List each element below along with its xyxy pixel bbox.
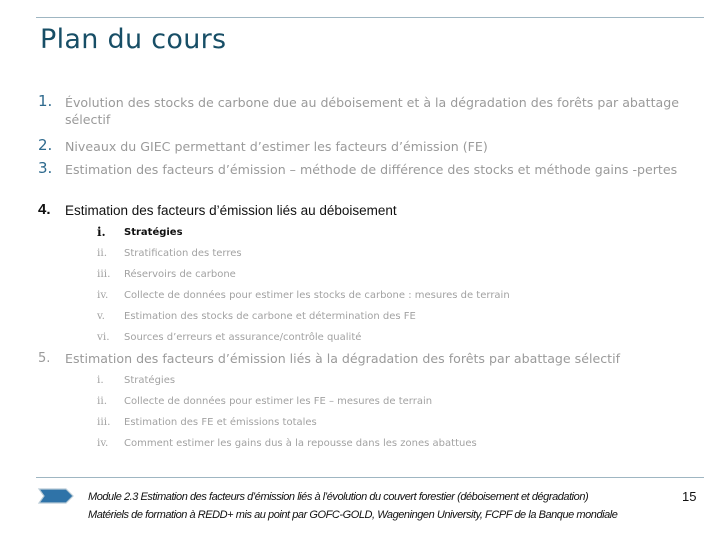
subitem-number: iii. xyxy=(97,268,111,280)
outline-number: 1. xyxy=(38,92,53,110)
subitem xyxy=(38,433,702,454)
outline-item-2 xyxy=(38,138,702,161)
outline-label: Estimation des facteurs d’émission liés à la dégradation des forêts par abattage sélectif xyxy=(65,351,621,366)
footer-credits: Matériels de formation à REDD+ mis au point par GOFC-GOLD, Wageningen University, FCPF de la Banque mondiale xyxy=(88,509,618,521)
subitem-number: v. xyxy=(97,310,106,322)
subitem-label: Réservoirs de carbone xyxy=(124,269,236,280)
outline-number: 5. xyxy=(38,351,51,366)
bottom-divider xyxy=(36,477,704,478)
subitem-number: vi. xyxy=(97,331,110,343)
subitem-label: Estimation des FE et émissions totales xyxy=(124,417,317,428)
subitem xyxy=(38,306,702,327)
outline-item-1 xyxy=(38,94,702,138)
subitem xyxy=(38,412,702,433)
subitem-label: Stratégies xyxy=(124,227,183,238)
course-outline xyxy=(38,94,702,454)
subitem xyxy=(38,243,702,264)
footer-module-title: Module 2.3 Estimation des facteurs d’émission liés à l’évolution du couvert forestier (déboisement et dégradation) xyxy=(88,491,589,503)
subitem-number: iv. xyxy=(97,289,109,301)
subitem-number: i. xyxy=(97,225,106,239)
outline-label: Niveaux du GIEC permettant d’estimer les facteurs d’émission (FE) xyxy=(65,139,488,154)
subitem-label: Collecte de données pour estimer les FE – mesures de terrain xyxy=(124,396,433,407)
subitem-label: Sources d’erreurs et assurance/contrôle qualité xyxy=(124,332,362,343)
subitem-label: Stratégies xyxy=(124,375,176,386)
page-number: 15 xyxy=(682,489,697,504)
chevron-arrow-icon xyxy=(37,487,75,505)
subitem xyxy=(38,327,702,348)
page-title: Plan du cours xyxy=(40,24,227,55)
subitem-number: iv. xyxy=(97,437,109,449)
subitem-number: iii. xyxy=(97,416,111,428)
subitem xyxy=(38,264,702,285)
outline-item-4 xyxy=(38,202,702,222)
outline-label: Estimation des facteurs d’émission liés au déboisement xyxy=(65,203,397,218)
subitem-number: i. xyxy=(97,374,104,386)
outline-number: 4. xyxy=(38,201,51,218)
subitem-label: Stratification des terres xyxy=(124,248,242,259)
outline-number: 3. xyxy=(38,159,53,177)
subitem-label: Comment estimer les gains dus à la repousse dans les zones abattues xyxy=(124,438,477,449)
outline-5-subitems xyxy=(38,370,702,454)
outline-label: Évolution des stocks de carbone due au déboisement et à la dégradation des forêts par abattage sélectif xyxy=(65,95,679,127)
top-divider xyxy=(36,17,704,18)
subitem-number: ii. xyxy=(97,247,108,259)
outline-label: Estimation des facteurs d’émission – méthode de différence des stocks et méthode gains -pertes xyxy=(65,162,678,177)
outline-number: 2. xyxy=(38,136,53,154)
subitem-label: Collecte de données pour estimer les stocks de carbone : mesures de terrain xyxy=(124,290,510,301)
subitem-number: ii. xyxy=(97,395,108,407)
outline-item-3 xyxy=(38,161,702,202)
outline-item-5 xyxy=(38,350,702,370)
subitem-label: Estimation des stocks de carbone et détermination des FE xyxy=(124,311,416,322)
subitem xyxy=(38,285,702,306)
subitem xyxy=(38,370,702,391)
outline-4-subitems xyxy=(38,222,702,348)
subitem xyxy=(38,391,702,412)
subitem-strategies-active xyxy=(38,222,702,243)
footer xyxy=(88,488,688,524)
